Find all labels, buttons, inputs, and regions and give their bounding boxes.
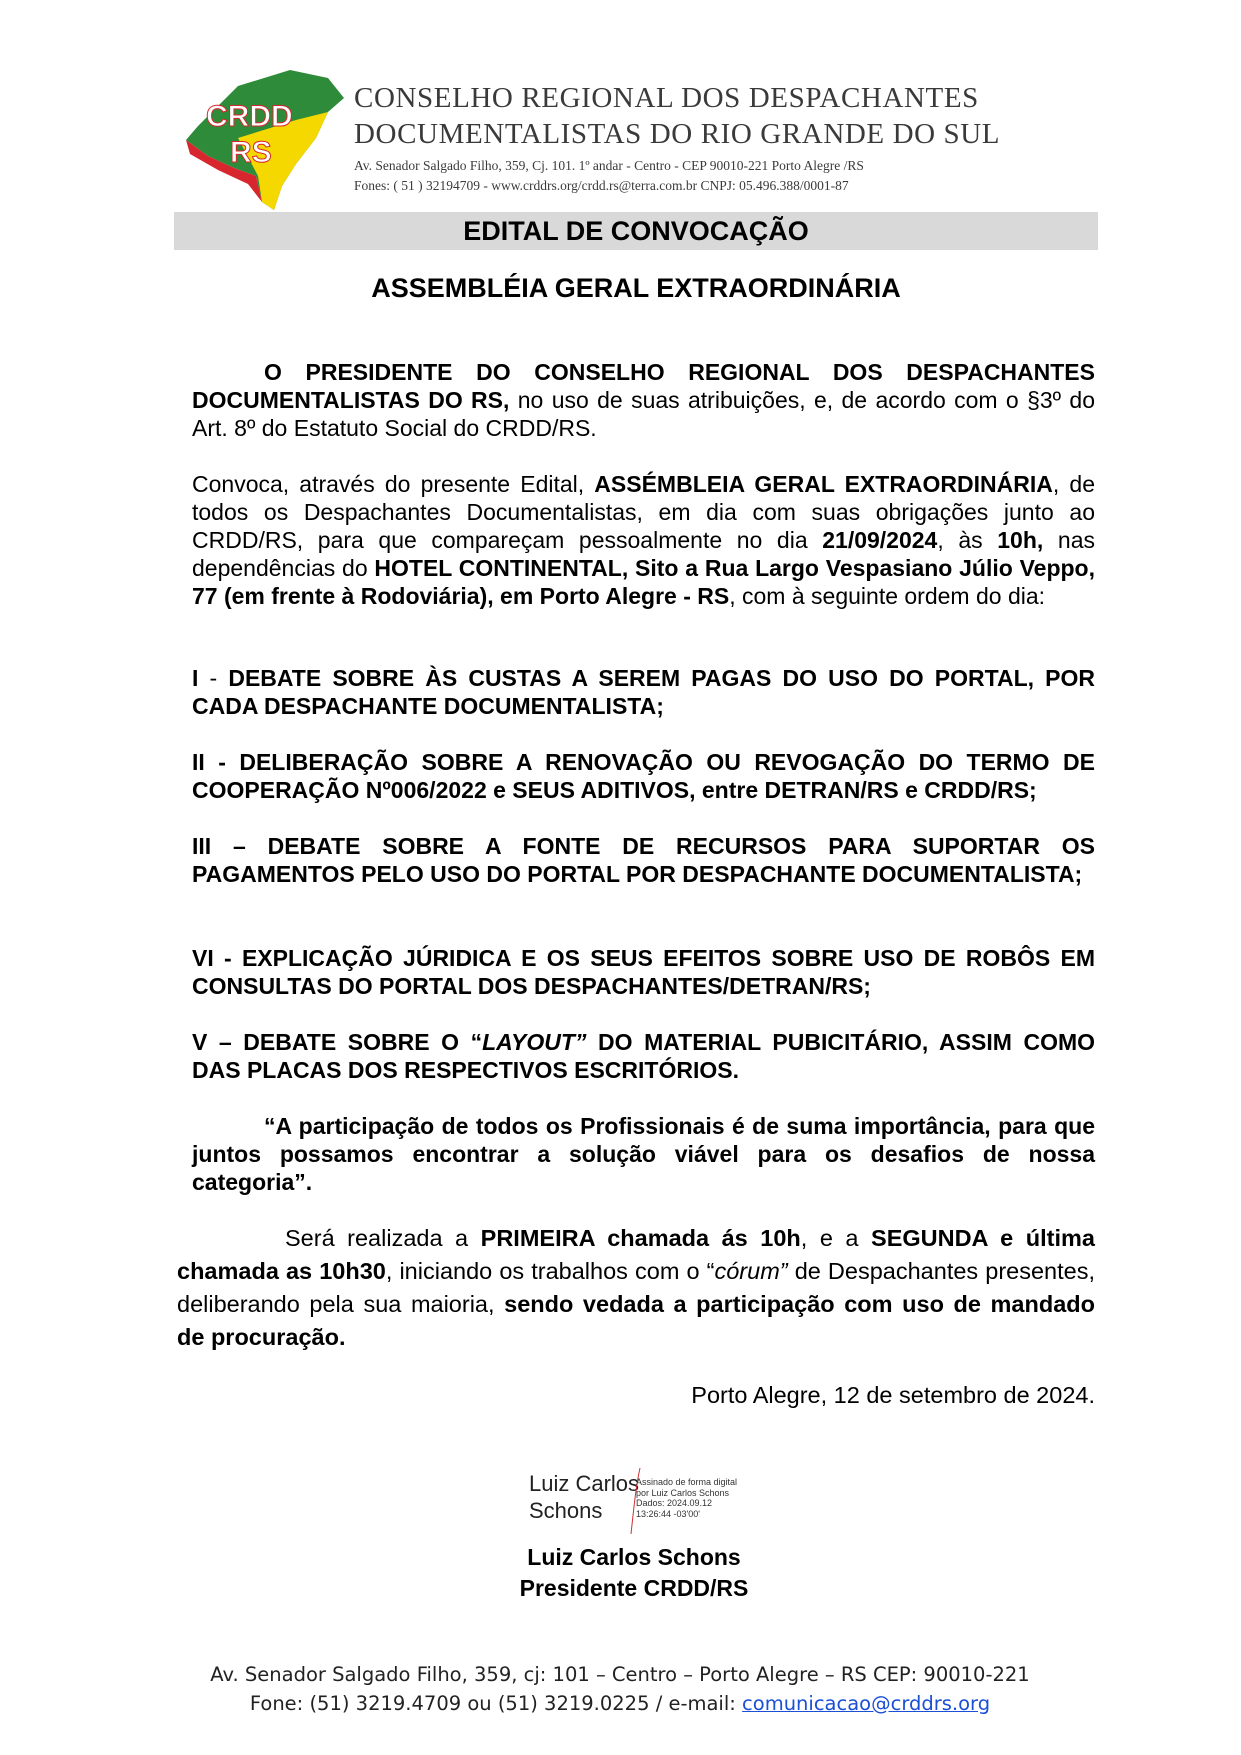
calls-text-4: de Despachantes presentes, deliberando pela sua maioria, [177, 1258, 1095, 1317]
document-title: EDITAL DE CONVOCAÇÃO [174, 212, 1098, 250]
agenda-sep: - [198, 665, 229, 691]
calls-text-1: Será realizada a [285, 1225, 481, 1251]
agenda-text: DELIBERAÇÃO SOBRE A RENOVAÇÃO OU REVOGAÇÃO DO TERMO DE COOPERAÇÃO Nº006/2022 e SEUS ADITIVOS, entre DETRAN/RS e CRDD/RS; [192, 749, 1095, 803]
org-contacts: Fones: ( 51 ) 32194709 - www.crddrs.org/crdd.rs@terra.com.br CNPJ: 05.496.388/0001-87 [354, 178, 849, 193]
signer-role: Presidente CRDD/RS [519, 1575, 749, 1601]
agenda-item-2 [192, 748, 1095, 804]
digital-signature-note [636, 1477, 737, 1519]
conv-text-1: Convoca, através do presente Edital, [192, 471, 595, 497]
signer-name: Luiz Carlos Schons [527, 1544, 741, 1570]
conv-text-5: , com à seguinte ordem do dia: [729, 583, 1046, 609]
agenda-sep: - [213, 945, 242, 971]
agenda-num: VI [192, 945, 214, 971]
footer-address: Av. Senador Salgado Filho, 359, cj: 101 – Centro – Porto Alegre – RS CEP: 90010-221 [210, 1663, 1030, 1686]
agenda-text: EXPLICAÇÃO JÚRIDICA E OS SEUS EFEITOS SOBRE USO DE ROBÔS EM CONSULTAS DO PORTAL DOS DESPACHANTES/DETRAN/RS; [192, 945, 1095, 999]
paragraph-convocation [192, 470, 1095, 610]
signature-note-3: Dados: 2024.09.12 [636, 1498, 713, 1508]
signature-name-line2: Schons [529, 1498, 603, 1523]
quote-paragraph: “A participação de todos os Profissionais é de suma importância, para que juntos possamos encontrar a solução viável para os desafios de nossa categoria”. [192, 1113, 1095, 1195]
footer-email-link[interactable]: comunicacao@crddrs.org [742, 1692, 991, 1715]
document-subtitle: ASSEMBLÉIA GERAL EXTRAORDINÁRIA [371, 273, 901, 303]
calls-second: SEGUNDA e última chamada as 10h30 [177, 1225, 1095, 1284]
calls-italic: córum” [714, 1258, 788, 1284]
org-address: Av. Senador Salgado Filho, 359, Cj. 101. 1º andar - Centro - CEP 90010-221 Porto Alegre /RS [354, 158, 864, 173]
agenda-text: DEBATE SOBRE ÀS CUSTAS A SEREM PAGAS DO USO DO PORTAL, POR CADA DESPACHANTE DOCUMENTALISTA; [192, 665, 1095, 719]
agenda-item-3 [192, 832, 1095, 888]
signature-note-2: por Luiz Carlos Schons [636, 1487, 730, 1498]
agenda-text: DEBATE SOBRE A FONTE DE RECURSOS PARA SUPORTAR OS PAGAMENTOS PELO USO DO PORTAL POR DESPACHANTE DOCUMENTALISTA; [192, 833, 1095, 887]
logo-text-bottom: RS [230, 136, 272, 169]
conv-text-2: , de todos os Despachantes Documentalistas, em dia com suas obrigações junto ao CRDD/RS, para que compareçam pessoalmente no dia [192, 471, 1095, 553]
agenda-lead: V – DEBATE SOBRE O “ [192, 1029, 483, 1055]
conv-venue: HOTEL CONTINENTAL, Sito a Rua Largo Vespasiano Júlio Veppo, 77 (em frente à Rodoviária), em Porto Alegre - RS [192, 555, 1095, 609]
signature-name-line1: Luiz Carlos [529, 1471, 640, 1496]
crdd-logo [178, 64, 354, 214]
agenda-sep: - [204, 749, 240, 775]
letterhead [354, 80, 1074, 196]
signer-block [474, 1542, 794, 1604]
agenda-italic: LAYOUT” [482, 1029, 587, 1055]
conv-bold-1: ASSÉMBLEIA GERAL EXTRAORDINÁRIA [594, 471, 1053, 497]
agenda-rest: DO MATERIAL PUBICITÁRIO, ASSIM COMO DAS PLACAS DOS RESPECTIVOS ESCRITÓRIOS. [192, 1029, 1096, 1083]
calls-restriction: sendo vedada a participação com uso de mandado de procuração. [177, 1291, 1095, 1350]
conv-text-3: , às [937, 527, 998, 553]
org-name-line2: DOCUMENTALISTAS DO RIO GRANDE DO SUL [354, 118, 1001, 150]
conv-text-4: nas dependências do [192, 527, 1095, 581]
calls-first: PRIMEIRA chamada ás 10h [480, 1225, 801, 1251]
agenda-item-1 [192, 664, 1095, 720]
conv-time: 10h, [997, 527, 1044, 553]
agenda-num: I [192, 665, 199, 691]
president-bold: O PRESIDENTE DO CONSELHO REGIONAL DOS DESPACHANTES DOCUMENTALISTAS DO RS, [192, 359, 1095, 413]
signature-note-4: 13:26:44 -03'00' [636, 1508, 700, 1519]
signature-note-1: Assinado de forma digital [636, 1477, 738, 1487]
calls-text-2: , e a [800, 1225, 872, 1251]
page-footer [150, 1660, 1090, 1718]
footer-phones: Fone: (51) 3219.4709 ou (51) 3219.0225 / e-mail: [249, 1692, 743, 1715]
agenda-item-4 [192, 944, 1095, 1000]
president-rest: no uso de suas atribuições, e, de acordo com o §3º do Art. 8º do Estatuto Social do CRDD/RS. [192, 387, 1095, 441]
agenda-num: II [192, 749, 205, 775]
agenda-item-5 [192, 1028, 1095, 1084]
footer-contact [150, 1689, 1090, 1718]
agenda-sep: – [211, 833, 268, 859]
logo-text-top: CRDD [206, 100, 293, 133]
digital-signature-name [529, 1470, 639, 1524]
calls-text-3: , iniciando os trabalhos com o “ [385, 1258, 715, 1284]
paragraph-president [192, 358, 1095, 442]
paragraph-calls [177, 1222, 1095, 1354]
agenda-num: III [192, 833, 212, 859]
document-date: Porto Alegre, 12 de setembro de 2024. [691, 1382, 1095, 1408]
conv-date: 21/09/2024 [822, 527, 938, 553]
org-name-line1: CONSELHO REGIONAL DOS DESPACHANTES [354, 82, 979, 114]
